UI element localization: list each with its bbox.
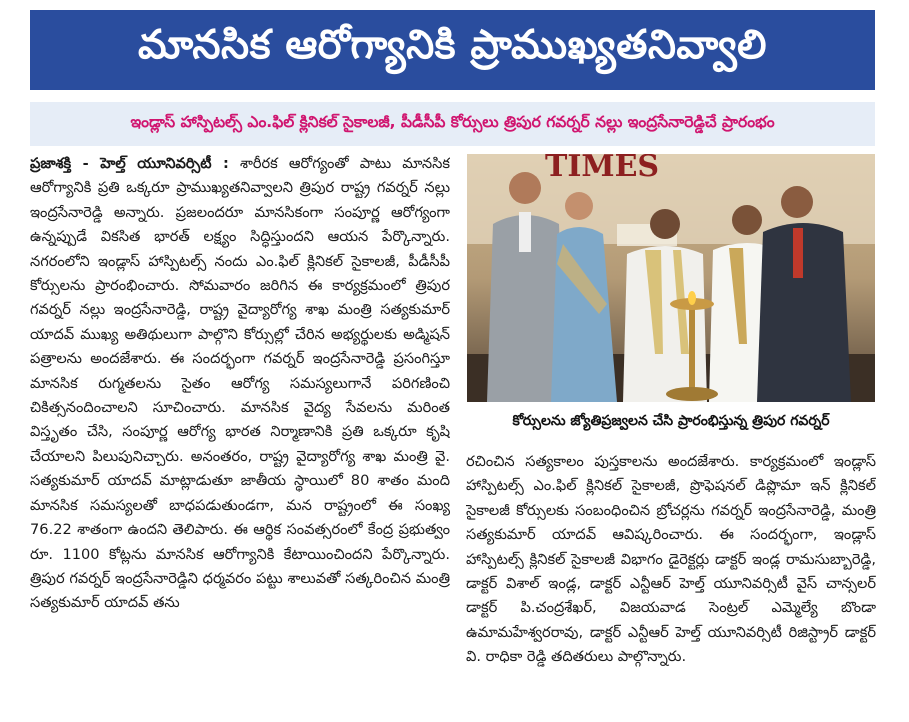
article-body-left <box>30 152 450 616</box>
subheadline-banner <box>30 102 875 146</box>
backdrop-text: TIMES <box>545 154 660 184</box>
article-column-right <box>466 450 876 700</box>
event-photo <box>467 154 875 402</box>
headline-banner <box>30 10 875 90</box>
article-body-right: రచించిన సత్యకాలం పుస్తకాలను అందజేశారు. కార్యక్రమంలో ఇండ్లాస్ హాస్పిటల్స్ ఎం.ఫిల్ క్లినికల్ సైకాలజీ, ప్రొఫెషనల్ డిప్లొమా ఇన్ క్లినికల్ సైకాలజీ కోర్సులకు సంబంధించిన బ్రోచర్లను గవర్నర్ ఇంద్రసేనారెడ్డి, మంత్రి సత్యకుమార్ యాదవ్ ఆవిష్కరించారు. ఈ సందర్భంగా, ఇండ్లాస్ హాస్పిటల్స్ క్లినికల్ సైకాలజీ విభాగం డైరెక్టర్లు డాక్టర్ ఇండ్ల రామసుబ్బారెడ్డి, డాక్టర్ విశాల్ ఇండ్ల, డాక్టర్ ఎన్టీఆర్ హెల్త్ యూనివర్సిటీ వైస్ చాన్సలర్ డాక్టర్ పి.చంద్రశేఖర్, విజయవాడ సెంట్రల్ ఎమ్మెల్యే బొండా ఉమామహేశ్వరరావు, డాక్టర్ ఎన్టీఆర్ హెల్త్ యూనివర్సిటీ రిజిస్ట్రార్ డాక్టర్ వి. రాధికా రెడ్డి తదితరులు పాల్గొన్నారు. <box>466 453 876 666</box>
subheadline: ఇండ్లాస్ హాస్పిటల్స్ ఎం.ఫిల్ క్లినికల్ సైకాలజీ, పీడీసీపీ కోర్సులు త్రిపుర గవర్నర్ నల్లు ఇంద్రసేనారెడ్డిచే ప్రారంభం <box>130 113 775 131</box>
headline: మానసిక ఆరోగ్యానికి ప్రాముఖ్యతనివ్వాలి <box>138 22 767 68</box>
body-left-text: శారీరక ఆరోగ్యంతో పాటు మానసిక ఆరోగ్యానికి ప్రతి ఒక్కరూ ప్రాముఖ్యతనివ్వాలని త్రిపుర రాష్ట్ర గవర్నర్ నల్లు ఇంద్రసేనారెడ్డి అన్నారు. ప్రజలందరూ మానసికంగా సంపూర్ణ ఆరోగ్యంగా ఉన్నప్పుడే వికసిత భారత్ లక్ష్యం సిద్ధిస్తుందని ఆయన పేర్కొన్నారు. నగరంలోని ఇండ్లాస్ హాస్పిటల్స్ నందు ఎం.ఫిల్ క్లినికల్ సైకాలజీ, పీడీసీపీ కోర్సులను ప్రారంభించారు. సోమవారం జరిగిన ఈ కార్యక్రమంలో త్రిపుర గవర్నర్ నల్లు ఇంద్రసేనారెడ్డి, రాష్ట్ర వైద్యారోగ్య శాఖ మంత్రి సత్యకుమార్ యాదవ్ ముఖ్య అతిథులుగా పాల్గొని కోర్సుల్లో చేరిన అభ్యర్థులకు అడ్మిషన్ పత్రాలను అందజేశారు. ఈ సందర్భంగా గవర్నర్ ఇంద్రసేనారెడ్డి ప్రసంగిస్తూ మానసిక రుగ్మతలను సైతం ఆరోగ్య సమస్యలుగానే పరిగణించి చికిత్సనందించాలని సూచించారు. మానసిక వైద్య సేవలను మరింత విస్తృతం చేసి, సంపూర్ణ ఆరోగ్య భారత నిర్మాణానికి ప్రతి ఒక్కరూ కృషి చేయాలని పిలుపునిచ్చారు. అనంతరం, రాష్ట్ర వైద్యారోగ్య శాఖ మంత్రి వై. సత్యకుమార్ యాదవ్ మాట్లాడుతూ జాతీయ స్థాయిలో 80 శాతం మంది మానసిక సమస్యలతో బాధపడుతుండగా, మన రాష్ట్రంలో ఈ సంఖ్య 76.22 శాతంగా ఉందని తెలిపారు. ఈ ఆర్థిక సంవత్సరంలో కేంద్ర ప్రభుత్వం రూ. 1100 కోట్లను మానసిక ఆరోగ్యానికి కేటాయించిందని పేర్కొన్నారు. త్రిపుర గవర్నర్ ఇంద్రసేనారెడ్డిని ధర్మవరం పట్టు శాలువతో సత్కరించిన మంత్రి సత్యకుమార్ యాదవ్ తను <box>30 155 450 612</box>
lamp-lighting-photo <box>467 154 875 402</box>
photo-caption: కోర్సులను జ్యోతిప్రజ్వలన చేసి ప్రారంభిస్తున్న త్రిపుర గవర్నర్ <box>512 412 830 429</box>
article-column-left <box>30 152 450 720</box>
photo-caption-bar <box>467 404 875 440</box>
dateline: ప్రజాశక్తి - హెల్త్ యూనివర్సిటీ : <box>30 155 229 172</box>
